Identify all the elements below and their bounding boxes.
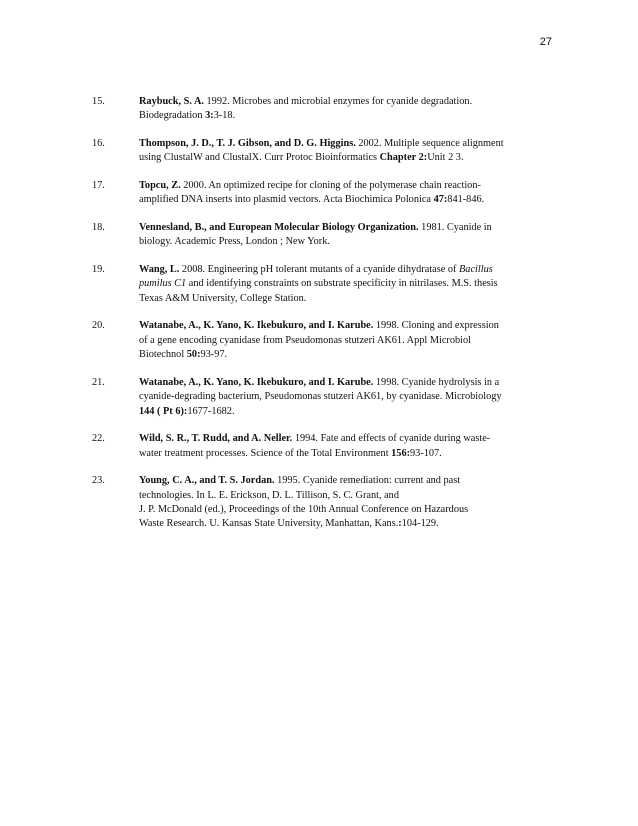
reference-volume: 156: — [391, 447, 411, 459]
page-number: 27 — [539, 36, 552, 48]
reference-number: 22. — [92, 433, 105, 445]
reference-number: 16. — [92, 138, 105, 149]
reference-number: 18. — [92, 222, 105, 233]
reference-list — [92, 95, 552, 545]
reference-title-cont: and identifying constraints on substrate specificity in nitrilases. M.S. thesis — [186, 278, 498, 290]
reference-volume: 144 ( Pt 6): — [139, 405, 188, 417]
reference-volume: Chapter 2: — [379, 152, 428, 164]
reference-pages: Unit 2 3. — [427, 152, 464, 164]
reference-pages: 93-107. — [410, 447, 442, 459]
reference-item — [92, 432, 552, 461]
reference-institution: Texas A&M University, College Station. — [139, 292, 307, 304]
reference-title: 2002. Multiple sequence alignment — [355, 138, 504, 149]
reference-authors: Topcu, Z. — [139, 180, 181, 191]
reference-pages: 841-846. — [447, 194, 485, 206]
reference-authors: Vennesland, B., and European Molecular Biology Organization. — [139, 222, 419, 233]
reference-publisher: biology. Academic Press, London ; New York. — [139, 236, 330, 248]
reference-title: 1998. Cloning and expression — [373, 320, 499, 332]
reference-title-cont: of a gene encoding cyanidase from Pseudomonas stutzeri AK61. Appl Microbiol — [139, 334, 472, 346]
reference-journal: Biotechnol — [139, 349, 187, 361]
reference-journal: using ClustalW and ClustalX. Curr Protoc Bioinformatics — [139, 152, 380, 164]
reference-number: 23. — [92, 475, 105, 487]
reference-title-cont: cyanide-degrading bacterium, Pseudomonas stutzeri AK61, by cyanidase. Microbiology — [139, 391, 502, 403]
reference-publisher: Waste Research. U. Kansas State University, Manhattan, Kans. — [139, 518, 399, 530]
reference-text — [139, 376, 552, 419]
reference-item — [92, 95, 552, 124]
reference-journal: Biodegradation — [139, 110, 206, 122]
reference-item — [92, 221, 552, 250]
reference-journal: amplified DNA inserts into plasmid vectors. Acta Biochimica Polonica — [139, 194, 434, 206]
reference-volume: : — [398, 518, 402, 530]
reference-authors: Watanabe, A., K. Yano, K. Ikebukuro, and I. Karube. — [139, 376, 374, 388]
reference-authors: Watanabe, A., K. Yano, K. Ikebukuro, and I. Karube. — [139, 320, 374, 332]
reference-title: 2000. An optimized recipe for cloning of the polymerase chain reaction- — [180, 180, 481, 191]
reference-volume: 50: — [186, 349, 201, 361]
reference-authors: Wild, S. R., T. Rudd, and A. Neller. — [139, 433, 293, 445]
reference-species: Bacillus — [459, 264, 493, 275]
reference-number: 20. — [92, 320, 105, 332]
reference-volume: 3: — [205, 110, 214, 122]
reference-authors: Wang, L. — [139, 264, 180, 275]
reference-authors: Thompson, J. D., T. J. Gibson, and D. G. Higgins. — [139, 138, 356, 149]
reference-item — [92, 263, 552, 306]
reference-title: 1994. Fate and effects of cyanide during waste- — [292, 433, 491, 445]
reference-item — [92, 179, 552, 208]
reference-text — [139, 137, 552, 166]
reference-text — [139, 95, 552, 124]
reference-title: 2008. Engineering pH tolerant mutants of a cyanide dihydratase of — [179, 264, 459, 275]
reference-strain: pumilus C1 — [139, 278, 187, 290]
reference-volume: 47: — [433, 194, 448, 206]
reference-title: 1981. Cyanide in — [418, 222, 492, 233]
reference-number: 15. — [92, 96, 105, 107]
reference-journal: water treatment processes. Science of the Total Environment — [139, 447, 392, 459]
reference-pages: 93-97. — [200, 349, 228, 361]
reference-item — [92, 376, 552, 419]
reference-authors: Young, C. A., and T. S. Jordan. — [139, 475, 275, 487]
reference-title-cont: technologies. In L. E. Erickson, D. L. Tillison, S. C. Grant, and — [139, 489, 399, 501]
reference-text — [139, 474, 552, 532]
reference-pages: 104-129. — [401, 518, 439, 530]
reference-number: 19. — [92, 264, 105, 275]
reference-pages: 3-18. — [213, 110, 236, 122]
reference-title: 1992. Microbes and microbial enzymes for cyanide degradation. — [203, 96, 473, 107]
reference-text — [139, 432, 552, 461]
reference-title: 1995. Cyanide remediation: current and past — [274, 475, 461, 487]
reference-number: 17. — [92, 180, 105, 191]
reference-pages: 1677-1682. — [187, 405, 235, 417]
reference-text — [139, 263, 552, 306]
reference-title: 1998. Cyanide hydrolysis in a — [373, 376, 500, 388]
reference-text — [139, 179, 552, 208]
reference-item — [92, 137, 552, 166]
reference-text — [139, 221, 552, 250]
reference-editors: J. P. McDonald (ed.), Proceedings of the 10th Annual Conference on Hazardous — [139, 504, 469, 516]
reference-number: 21. — [92, 376, 105, 388]
reference-text — [139, 319, 552, 362]
reference-item — [92, 319, 552, 362]
reference-item — [92, 474, 552, 532]
reference-authors: Raybuck, S. A. — [139, 96, 204, 107]
